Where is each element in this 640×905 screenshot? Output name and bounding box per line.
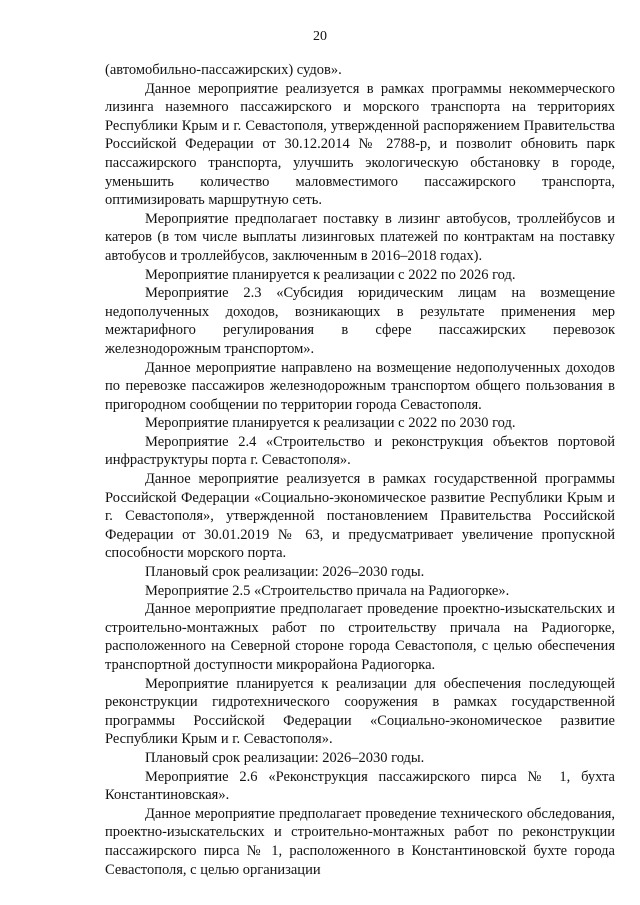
paragraph-2: Данное мероприятие реализуется в рамках программы некоммерческого лизинга наземного пассажирского и морского транспорта на территориях Республики Крым и г. Севастополя, утвержденной распоряжением Правительства Российской Федерации от 30.12.2014 № 2788-р, и позволит обновить парк пассажирского транспорта, улучшить экологическую обстановку в городе, уменьшить количество маловместимого пассажирского транспорта, оптимизировать маршрутную сеть.	[105, 80, 615, 209]
document-body	[105, 61, 615, 879]
paragraph-12: Данное мероприятие предполагает проведение проектно-изыскательских и строительно-монтажных работ по строительству причала на Радиогорке, расположенного на Северной стороне города Севастополя, с целью обеспечения транспортной доступности микрорайона Радиогорка.	[105, 601, 615, 673]
paragraph-13: Мероприятие планируется к реализации для обеспечения последующей реконструкции гидротехнического сооружения в рамках государственной программы Российской Федерации «Социально-экономическое развитие Республики Крым и г. Севастополя».	[105, 675, 615, 748]
paragraph-5: Мероприятие 2.3 «Субсидия юридическим лицам на возмещение недополученных доходов, возникающих в результате применения мер межтарифного регулирования в сфере пассажирских перевозок железнодорожным транспортом».	[105, 285, 615, 357]
paragraph-11: Мероприятие 2.5 «Строительство причала на Радиогорке».	[145, 582, 510, 599]
paragraph-10: Плановый срок реализации: 2026–2030 годы.	[145, 564, 425, 581]
paragraph-1: (автомобильно-пассажирских) судов».	[105, 62, 342, 78]
paragraph-6: Данное мероприятие направлено на возмещение недополученных доходов по перевозке пассажиров железнодорожным транспортом общего пользования в пригородном сообщении по территории города Севастополя.	[105, 359, 615, 413]
paragraph-4: Мероприятие планируется к реализации с 2022 по 2026 год.	[145, 266, 516, 283]
paragraph-14: Плановый срок реализации: 2026–2030 годы.	[145, 749, 425, 766]
paragraph-3: Мероприятие предполагает поставку в лизинг автобусов, троллейбусов и катеров (в том числе выплаты лизинговых платежей по контрактам на поставку автобусов и троллейбусов, заключенным в 2016–2018 годах).	[105, 210, 615, 264]
page-number: 20	[313, 29, 327, 44]
paragraph-9: Данное мероприятие реализуется в рамках государственной программы Российской Федерации «Социально-экономическое развитие Республики Крым и г. Севастополя», утвержденной постановлением Правительства Российской Федерации от 30.01.2019 № 63, и предусматривает увеличение пропускной способности морского порта.	[105, 471, 615, 562]
paragraph-7: Мероприятие планируется к реализации с 2022 по 2030 год.	[145, 415, 516, 432]
paragraph-15: Мероприятие 2.6 «Реконструкция пассажирского пирса № 1, бухта Константиновская».	[105, 768, 615, 804]
paragraph-8: Мероприятие 2.4 «Строительство и реконструкция объектов портовой инфраструктуры порта г. Севастополя».	[105, 433, 615, 469]
paragraph-16: Данное мероприятие предполагает проведение технического обследования, проектно-изыскательских и строительно-монтажных работ по реконструкции пассажирского пирса № 1, расположенного в Константиновской бухте города Севастополя, с целью организации	[105, 805, 615, 878]
